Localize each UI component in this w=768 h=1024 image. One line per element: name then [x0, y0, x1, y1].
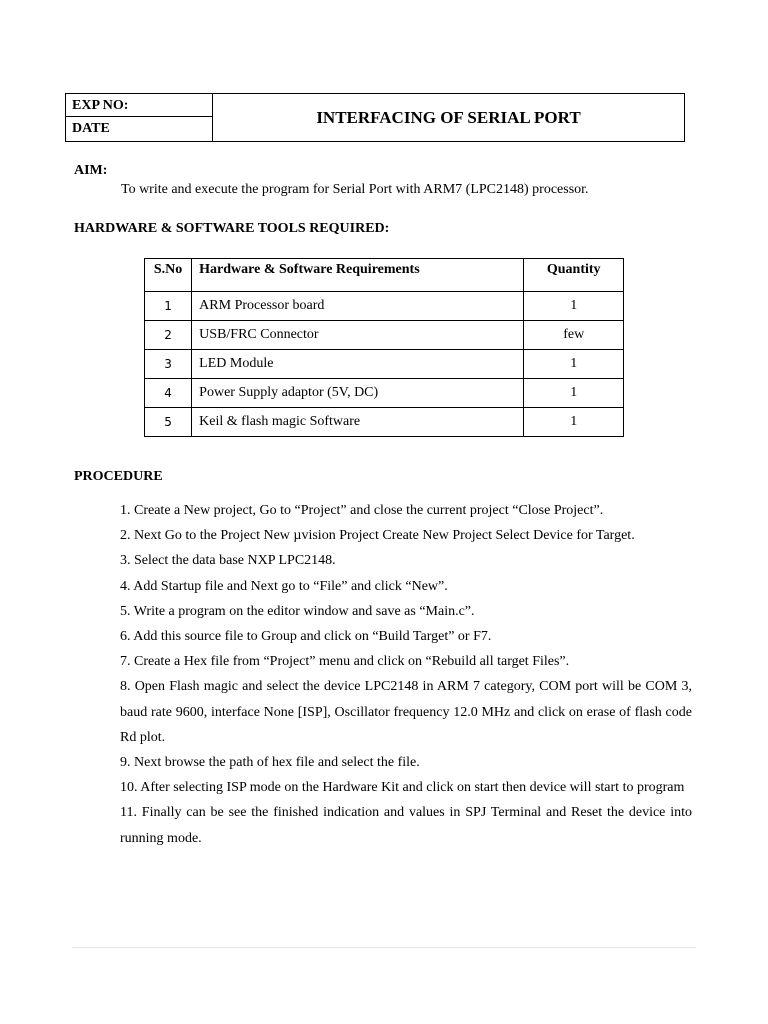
- procedure-step: 3. Select the data base NXP LPC2148.: [120, 553, 336, 569]
- row-sno: 5: [145, 408, 192, 437]
- column-header-sno: S.No: [145, 259, 192, 292]
- table-row: [145, 408, 624, 437]
- row-sno: 3: [145, 350, 192, 379]
- row-item: Keil & flash magic Software: [192, 408, 524, 437]
- table-row: [145, 350, 624, 379]
- row-item: LED Module: [192, 350, 524, 379]
- row-qty: 1: [524, 292, 624, 321]
- procedure-step: 10. After selecting ISP mode on the Hardware Kit and click on start then device will start to program: [120, 780, 685, 796]
- table-row: [145, 292, 624, 321]
- procedure-step: 9. Next browse the path of hex file and select the file.: [120, 755, 420, 771]
- table-row: [145, 379, 624, 408]
- table-header-row: [145, 259, 624, 292]
- date-label: DATE: [72, 121, 110, 136]
- footer-divider: [72, 947, 696, 948]
- exp-no-label: EXP NO:: [66, 94, 212, 117]
- row-qty: 1: [524, 350, 624, 379]
- procedure-step: 7. Create a Hex file from “Project” menu and click on “Rebuild all target Files”.: [120, 654, 570, 670]
- row-qty: few: [524, 321, 624, 350]
- aim-heading: AIM:: [74, 163, 108, 178]
- row-sno: 2: [145, 321, 192, 350]
- procedure-heading: PROCEDURE: [74, 469, 163, 484]
- row-sno: 1: [145, 292, 192, 321]
- procedure-step: 8. Open Flash magic and select the device LPC2148 in ARM 7 category, COM port will be COM 3, baud rate 9600, interface None [ISP], Oscillator frequency 12.0 MHz and click on erase of flash code Rd plot.: [120, 679, 692, 745]
- experiment-title: INTERFACING OF SERIAL PORT: [316, 108, 581, 127]
- tools-heading: HARDWARE & SOFTWARE TOOLS REQUIRED:: [74, 221, 390, 236]
- row-qty: 1: [524, 379, 624, 408]
- procedure-step: 2. Next Go to the Project New µvision Project Create New Project Select Device for Target.: [120, 528, 635, 544]
- row-sno: 4: [145, 379, 192, 408]
- column-header-quantity: Quantity: [524, 259, 624, 292]
- aim-text: To write and execute the program for Serial Port with ARM7 (LPC2148) processor.: [121, 182, 589, 197]
- procedure-steps: [120, 498, 692, 851]
- row-item: ARM Processor board: [192, 292, 524, 321]
- row-qty: 1: [524, 408, 624, 437]
- procedure-step: 5. Write a program on the editor window and save as “Main.c”.: [120, 603, 475, 619]
- requirements-table: [144, 258, 624, 437]
- procedure-step: 4. Add Startup file and Next go to “File” and click “New”.: [120, 578, 448, 594]
- column-header-requirements: Hardware & Software Requirements: [192, 259, 524, 292]
- row-item: Power Supply adaptor (5V, DC): [192, 379, 524, 408]
- table-row: [145, 321, 624, 350]
- row-item: USB/FRC Connector: [192, 321, 524, 350]
- experiment-header-box: [65, 93, 685, 142]
- procedure-step: 6. Add this source file to Group and click on “Build Target” or F7.: [120, 629, 492, 645]
- procedure-step: 1. Create a New project, Go to “Project” and close the current project “Close Project”.: [120, 503, 604, 518]
- procedure-step: 11. Finally can be see the finished indication and values in SPJ Terminal and Reset the device into running mode.: [120, 805, 692, 846]
- header-left-column: [66, 94, 213, 141]
